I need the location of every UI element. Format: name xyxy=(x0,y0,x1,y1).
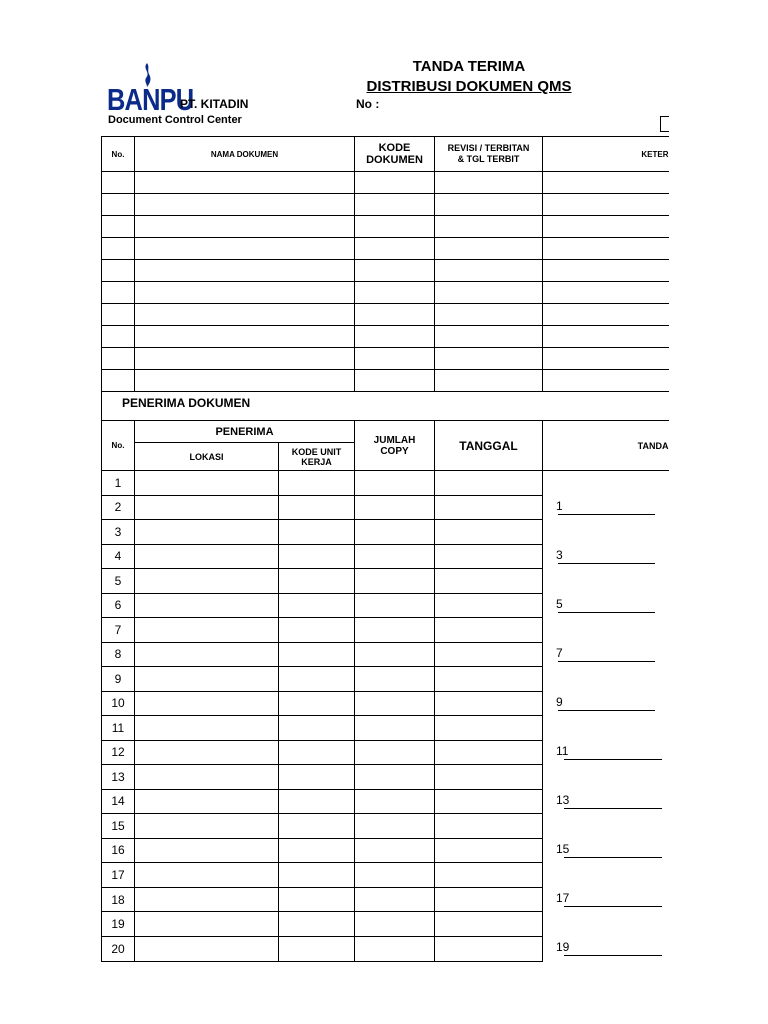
receiver-row-number: 15 xyxy=(102,814,135,839)
document-cell[interactable] xyxy=(135,304,355,326)
document-cell[interactable] xyxy=(102,282,135,304)
receiver-cell[interactable] xyxy=(135,716,279,741)
document-cell[interactable] xyxy=(355,172,435,194)
receiver-cell[interactable] xyxy=(435,642,543,667)
col-jumlah-copy: JUMLAH COPY xyxy=(355,421,435,471)
document-row xyxy=(102,370,669,392)
receiver-cell[interactable] xyxy=(279,471,355,496)
col-kode-unit-kerja: KODE UNIT KERJA xyxy=(279,443,355,471)
receiver-cell[interactable] xyxy=(135,863,279,888)
receiver-cell[interactable] xyxy=(435,887,543,912)
signature-line[interactable] xyxy=(558,612,655,613)
signature-line[interactable] xyxy=(564,857,662,858)
receiver-row-number: 6 xyxy=(102,593,135,618)
document-cell[interactable] xyxy=(102,326,135,348)
receiver-cell[interactable] xyxy=(135,814,279,839)
document-cell[interactable] xyxy=(543,304,669,326)
banpu-logo: BANPU xyxy=(107,82,194,117)
document-cell[interactable] xyxy=(355,348,435,370)
document-cell[interactable] xyxy=(355,370,435,392)
receiver-cell[interactable] xyxy=(355,642,435,667)
receiver-cell[interactable] xyxy=(435,544,543,569)
receiver-row-number: 5 xyxy=(102,569,135,594)
col-no: No. xyxy=(102,421,135,471)
receiver-cell[interactable] xyxy=(135,838,279,863)
receiver-cell[interactable] xyxy=(355,471,435,496)
document-cell[interactable] xyxy=(543,238,669,260)
signature-line[interactable] xyxy=(558,514,655,515)
department-name: Document Control Center xyxy=(108,114,242,126)
signature-line[interactable] xyxy=(558,661,655,662)
document-cell[interactable] xyxy=(355,238,435,260)
receiver-table-header-1 xyxy=(102,421,669,443)
signature-area xyxy=(543,471,669,962)
document-cell[interactable] xyxy=(355,194,435,216)
signature-line[interactable] xyxy=(558,710,655,711)
receiver-cell[interactable] xyxy=(355,667,435,692)
receiver-cell[interactable] xyxy=(435,838,543,863)
receiver-cell[interactable] xyxy=(435,789,543,814)
document-cell[interactable] xyxy=(543,216,669,238)
receiver-cell[interactable] xyxy=(135,642,279,667)
receiver-cell[interactable] xyxy=(279,495,355,520)
receiver-cell[interactable] xyxy=(355,838,435,863)
receiver-cell[interactable] xyxy=(135,912,279,937)
document-cell[interactable] xyxy=(102,370,135,392)
document-cell[interactable] xyxy=(135,260,355,282)
receiver-cell[interactable] xyxy=(279,520,355,545)
document-cell[interactable] xyxy=(102,348,135,370)
document-table-header xyxy=(102,137,669,172)
document-row xyxy=(102,326,669,348)
receiver-cell[interactable] xyxy=(279,863,355,888)
receiver-cell[interactable] xyxy=(135,618,279,643)
company-name: PT. KITADIN xyxy=(180,97,249,111)
receiver-cell[interactable] xyxy=(135,740,279,765)
document-cell[interactable] xyxy=(435,238,543,260)
number-label: No : xyxy=(356,97,380,111)
receiver-cell[interactable] xyxy=(435,716,543,741)
document-row xyxy=(102,304,669,326)
receiver-cell[interactable] xyxy=(435,495,543,520)
col-tanda-tangan: TANDA xyxy=(543,421,669,471)
receiver-cell[interactable] xyxy=(435,936,543,961)
receiver-cell[interactable] xyxy=(279,765,355,790)
receiver-row-number: 3 xyxy=(102,520,135,545)
receiver-cell[interactable] xyxy=(355,544,435,569)
document-cell[interactable] xyxy=(102,194,135,216)
signature-line[interactable] xyxy=(564,955,662,956)
col-no: No. xyxy=(102,137,135,172)
receiver-cell[interactable] xyxy=(135,691,279,716)
document-row xyxy=(102,260,669,282)
document-cell[interactable] xyxy=(102,304,135,326)
document-cell[interactable] xyxy=(102,238,135,260)
receiver-cell[interactable] xyxy=(355,520,435,545)
receiver-row-number: 4 xyxy=(102,544,135,569)
receiver-cell[interactable] xyxy=(279,593,355,618)
receiver-cell[interactable] xyxy=(355,495,435,520)
col-revisi: REVISI / TERBITAN & TGL TERBIT xyxy=(435,137,543,172)
receiver-row-number: 16 xyxy=(102,838,135,863)
receiver-cell[interactable] xyxy=(435,691,543,716)
receiver-cell[interactable] xyxy=(135,887,279,912)
receiver-row-number: 20 xyxy=(102,936,135,961)
receiver-row-number: 14 xyxy=(102,789,135,814)
signature-number: 11 xyxy=(556,744,569,758)
document-row xyxy=(102,238,669,260)
document-row xyxy=(102,216,669,238)
receiver-cell[interactable] xyxy=(135,544,279,569)
document-cell[interactable] xyxy=(435,260,543,282)
receiver-cell[interactable] xyxy=(355,716,435,741)
document-cell[interactable] xyxy=(135,238,355,260)
receiver-cell[interactable] xyxy=(355,814,435,839)
receiver-cell[interactable] xyxy=(435,520,543,545)
signature-number: 15 xyxy=(556,842,570,856)
signature-number: 7 xyxy=(556,646,563,660)
document-cell[interactable] xyxy=(543,326,669,348)
document-cell[interactable] xyxy=(102,172,135,194)
signature-number: 3 xyxy=(556,548,563,562)
document-cell[interactable] xyxy=(543,282,669,304)
document-cell[interactable] xyxy=(435,348,543,370)
document-cell[interactable] xyxy=(435,172,543,194)
receiver-row-number: 10 xyxy=(102,691,135,716)
document-cell[interactable] xyxy=(543,260,669,282)
document-cell[interactable] xyxy=(355,304,435,326)
signature-number: 19 xyxy=(556,940,570,954)
receiver-row-number: 8 xyxy=(102,642,135,667)
document-cell[interactable] xyxy=(435,326,543,348)
section-penerima xyxy=(101,390,669,420)
receiver-cell[interactable] xyxy=(435,765,543,790)
receiver-cell[interactable] xyxy=(279,716,355,741)
receiver-cell[interactable] xyxy=(279,838,355,863)
page-title: TANDA TERIMA xyxy=(412,58,526,75)
receiver-cell[interactable] xyxy=(135,765,279,790)
corner-box xyxy=(660,116,669,132)
receiver-cell[interactable] xyxy=(435,740,543,765)
document-cell[interactable] xyxy=(102,260,135,282)
receiver-cell[interactable] xyxy=(135,569,279,594)
section-title: PENERIMA DOKUMEN xyxy=(122,396,251,410)
receiver-cell[interactable] xyxy=(135,936,279,961)
receiver-row-number: 18 xyxy=(102,887,135,912)
document-cell[interactable] xyxy=(435,304,543,326)
signature-line[interactable] xyxy=(558,563,655,564)
document-cell[interactable] xyxy=(435,194,543,216)
receiver-cell[interactable] xyxy=(355,569,435,594)
col-nama-dokumen: NAMA DOKUMEN xyxy=(135,137,355,172)
document-cell[interactable] xyxy=(135,282,355,304)
receiver-cell[interactable] xyxy=(435,618,543,643)
receiver-cell[interactable] xyxy=(355,789,435,814)
receiver-cell[interactable] xyxy=(355,912,435,937)
signature-number: 1 xyxy=(556,499,563,513)
receiver-row-number: 7 xyxy=(102,618,135,643)
receiver-row-number: 13 xyxy=(102,765,135,790)
receiver-cell[interactable] xyxy=(279,740,355,765)
document-row xyxy=(102,194,669,216)
receiver-cell[interactable] xyxy=(279,887,355,912)
receiver-cell[interactable] xyxy=(435,667,543,692)
receiver-row-number: 9 xyxy=(102,667,135,692)
receiver-cell[interactable] xyxy=(279,618,355,643)
document-table xyxy=(101,136,669,392)
document-cell[interactable] xyxy=(355,260,435,282)
receiver-cell[interactable] xyxy=(279,569,355,594)
signature-number: 13 xyxy=(556,793,570,807)
receiver-cell[interactable] xyxy=(135,667,279,692)
receiver-cell[interactable] xyxy=(355,691,435,716)
receiver-cell[interactable] xyxy=(435,593,543,618)
document-cell[interactable] xyxy=(355,326,435,348)
signature-number: 17 xyxy=(556,891,570,905)
document-cell[interactable] xyxy=(135,348,355,370)
receiver-cell[interactable] xyxy=(135,520,279,545)
receiver-cell[interactable] xyxy=(279,691,355,716)
col-keterangan: KETER xyxy=(543,137,669,172)
receiver-row-number: 1 xyxy=(102,471,135,496)
receiver-cell[interactable] xyxy=(435,569,543,594)
document-cell[interactable] xyxy=(135,172,355,194)
receiver-cell[interactable] xyxy=(355,887,435,912)
receiver-cell[interactable] xyxy=(279,544,355,569)
receiver-cell[interactable] xyxy=(355,618,435,643)
receiver-cell[interactable] xyxy=(279,667,355,692)
document-cell[interactable] xyxy=(355,282,435,304)
document-row xyxy=(102,172,669,194)
document-cell[interactable] xyxy=(135,370,355,392)
receiver-cell[interactable] xyxy=(135,471,279,496)
document-cell[interactable] xyxy=(355,216,435,238)
receiver-cell[interactable] xyxy=(279,936,355,961)
document-cell[interactable] xyxy=(135,326,355,348)
receiver-cell[interactable] xyxy=(279,642,355,667)
receiver-cell[interactable] xyxy=(355,593,435,618)
col-tanggal: TANGGAL xyxy=(435,421,543,471)
col-penerima: PENERIMA xyxy=(135,421,355,443)
receiver-cell[interactable] xyxy=(135,495,279,520)
document-cell[interactable] xyxy=(543,348,669,370)
receiver-row-number: 17 xyxy=(102,863,135,888)
document-row xyxy=(102,348,669,370)
receiver-cell[interactable] xyxy=(279,789,355,814)
signature-line[interactable] xyxy=(564,759,662,760)
document-cell[interactable] xyxy=(435,282,543,304)
signature-line[interactable] xyxy=(564,808,662,809)
receiver-cell[interactable] xyxy=(355,863,435,888)
document-cell[interactable] xyxy=(543,370,669,392)
receiver-cell[interactable] xyxy=(355,936,435,961)
receiver-row-number: 19 xyxy=(102,912,135,937)
signature-number: 5 xyxy=(556,597,563,611)
receiver-row-number: 2 xyxy=(102,495,135,520)
receiver-cell[interactable] xyxy=(355,740,435,765)
receiver-table xyxy=(101,420,669,962)
document-row xyxy=(102,282,669,304)
receiver-cell[interactable] xyxy=(135,593,279,618)
document-cell[interactable] xyxy=(135,194,355,216)
signature-number: 9 xyxy=(556,695,563,709)
document-cell[interactable] xyxy=(435,216,543,238)
receiver-cell[interactable] xyxy=(355,765,435,790)
col-lokasi: LOKASI xyxy=(135,443,279,471)
receiver-cell[interactable] xyxy=(435,863,543,888)
document-cell[interactable] xyxy=(543,172,669,194)
receiver-cell[interactable] xyxy=(435,471,543,496)
receiver-row-number: 11 xyxy=(102,716,135,741)
signature-line[interactable] xyxy=(564,906,662,907)
col-kode-dokumen: KODE DOKUMEN xyxy=(355,137,435,172)
document-cell[interactable] xyxy=(435,370,543,392)
receiver-row-number: 12 xyxy=(102,740,135,765)
page-subtitle: DISTRIBUSI DOKUMEN QMS xyxy=(366,78,572,95)
receiver-cell[interactable] xyxy=(435,814,543,839)
document-cell[interactable] xyxy=(135,216,355,238)
receiver-cell[interactable] xyxy=(279,912,355,937)
document-cell[interactable] xyxy=(543,194,669,216)
document-cell[interactable] xyxy=(102,216,135,238)
receiver-cell[interactable] xyxy=(279,814,355,839)
receiver-cell[interactable] xyxy=(135,789,279,814)
receiver-cell[interactable] xyxy=(435,912,543,937)
receiver-row xyxy=(102,471,669,496)
